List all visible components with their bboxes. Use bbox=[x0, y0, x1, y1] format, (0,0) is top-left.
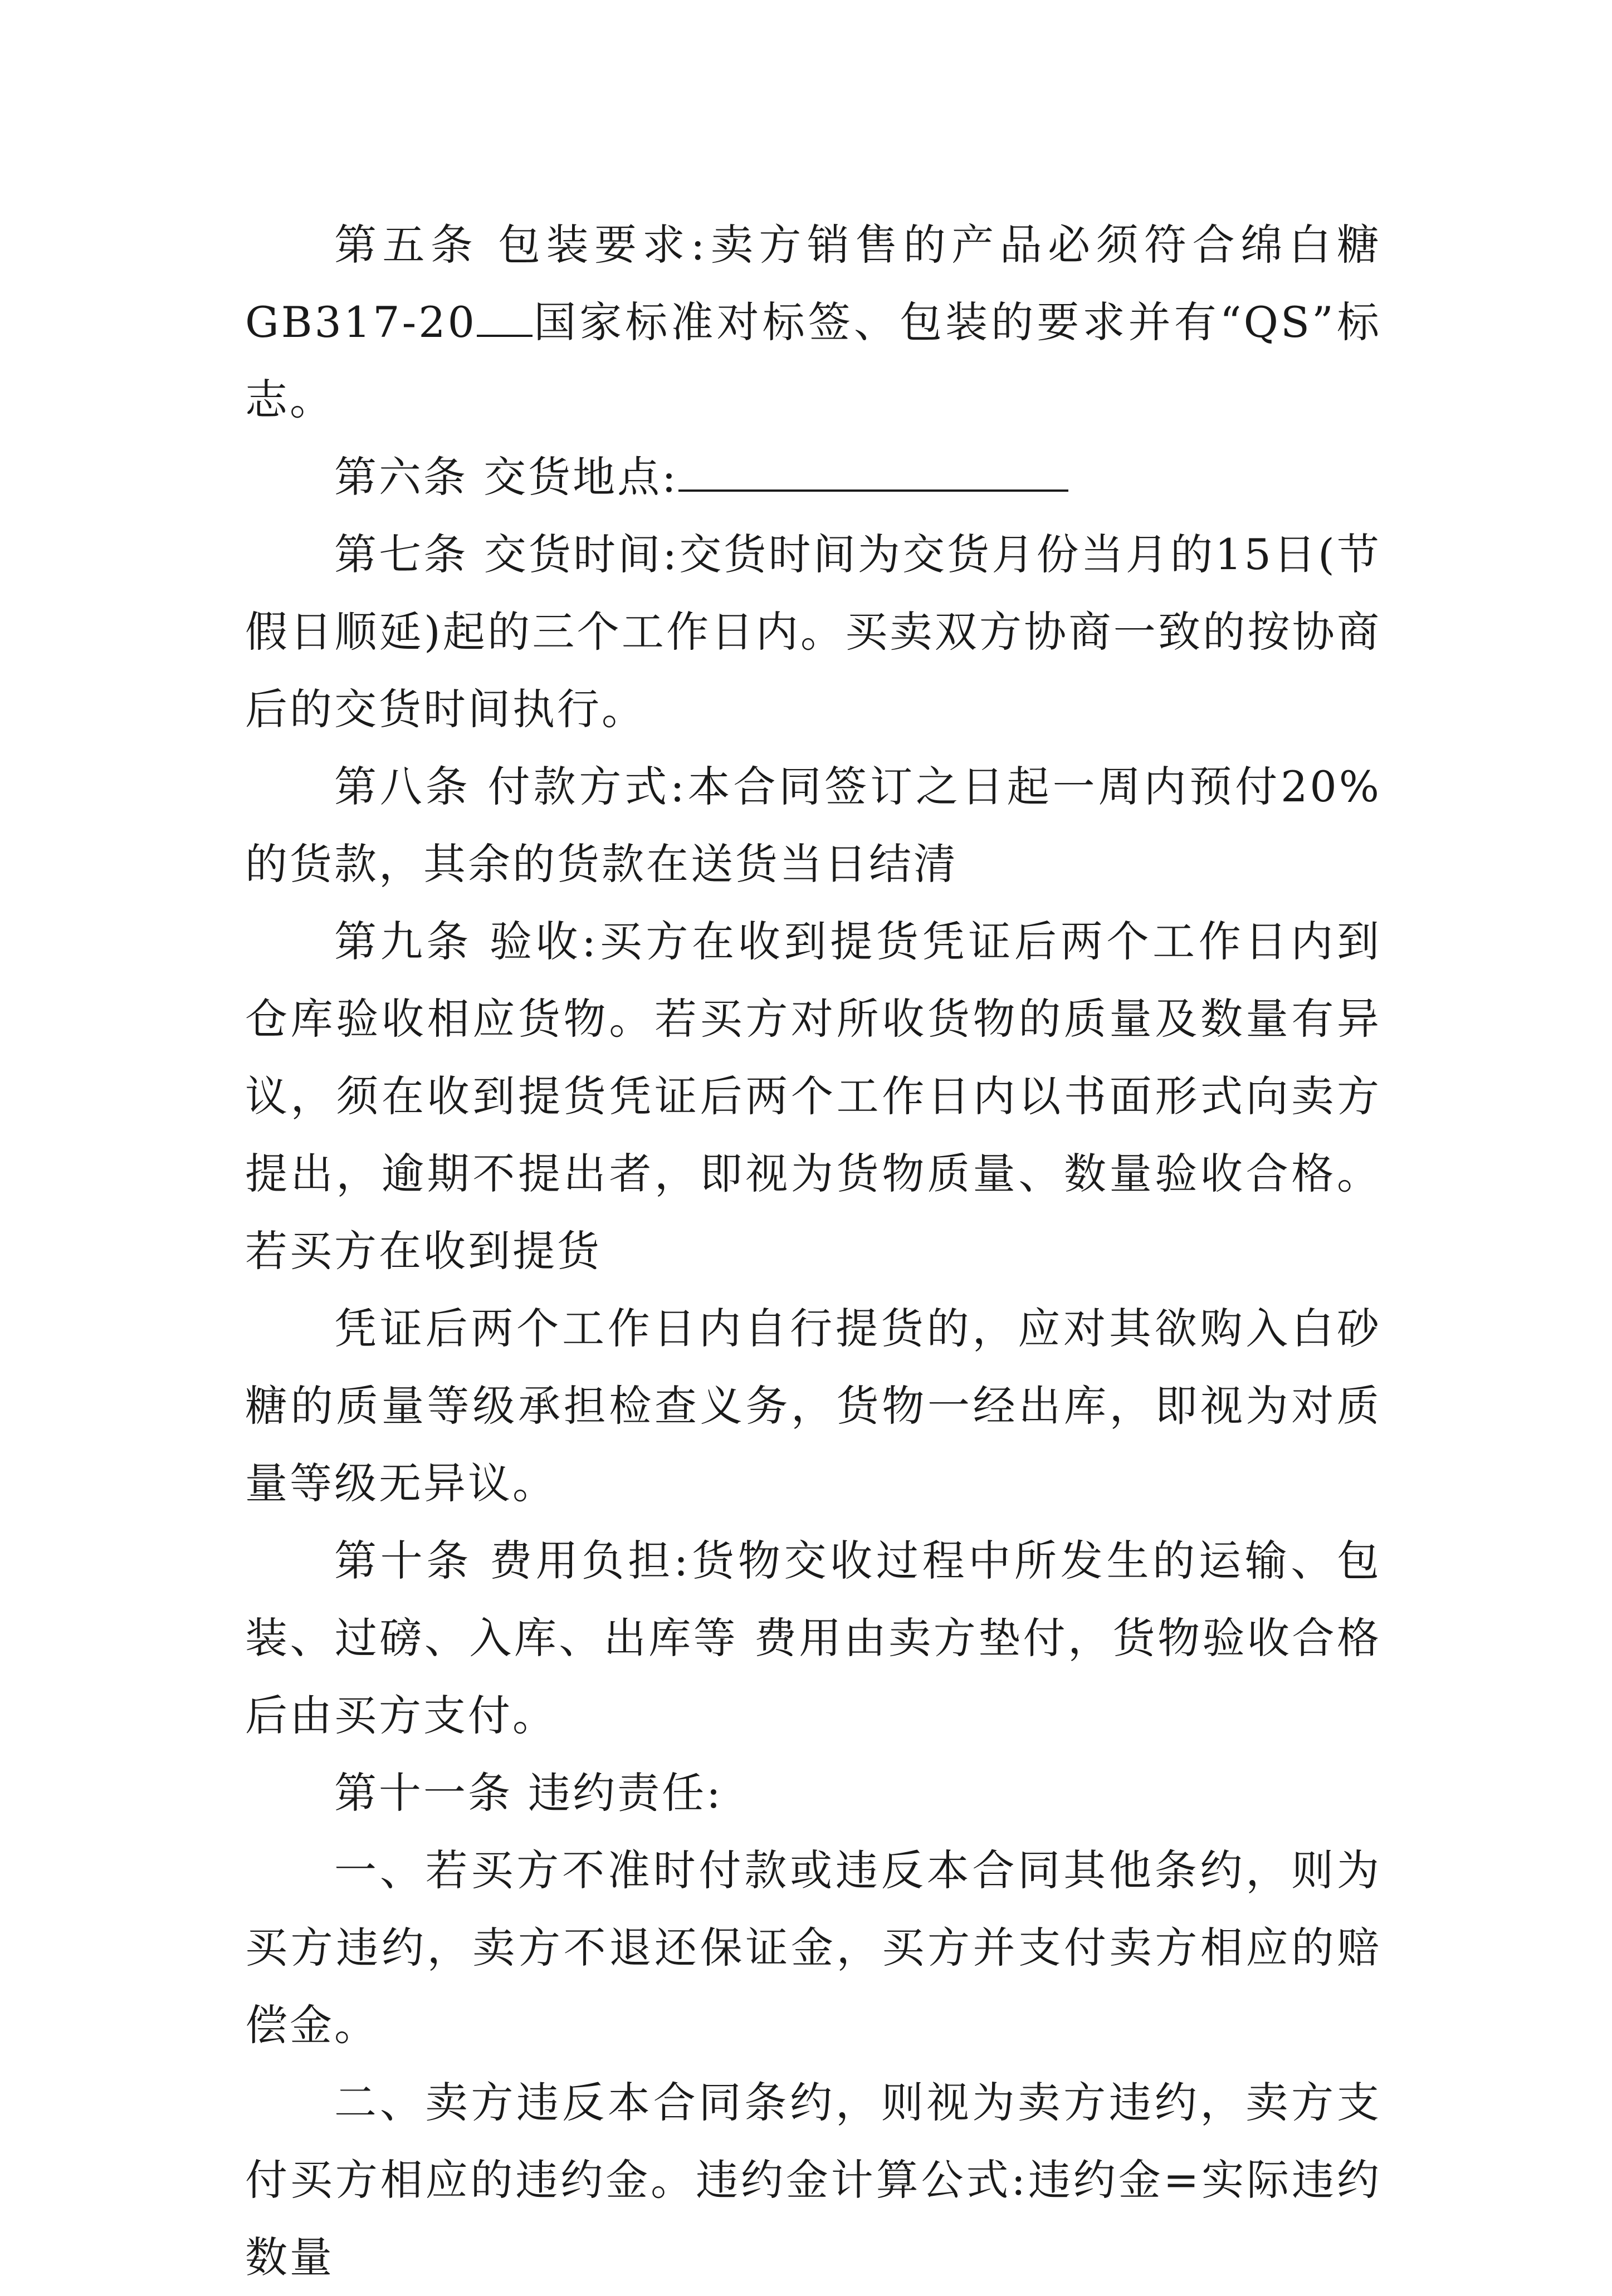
clause-11-item-1: 一、若买方不准时付款或违反本合同其他条约，则为买方违约，卖方不退还保证金，买方并支付卖方相应的赔偿金。 bbox=[245, 1845, 1381, 2050]
blank-underline-delivery-location bbox=[678, 451, 1068, 492]
blank-underline-standard-year bbox=[477, 296, 533, 337]
clause-9-continued: 凭证后两个工作日内自行提货的，应对其欲购入白砂糖的质量等级承担检查义务，货物一经出库，即视为对质量等级无异议。 bbox=[245, 1304, 1381, 1508]
clause-6-text: 第六条 交货地点: bbox=[334, 452, 678, 502]
clause-5-tail: 国家标准对标签、包装的要求并有“QS”标志。 bbox=[245, 297, 1381, 424]
clause-5-packaging bbox=[245, 206, 1381, 438]
clause-5-text: 第五条 包装要求:卖方销售的产品必须符合绵白糖GB317-20 bbox=[245, 220, 1381, 347]
clause-9-acceptance: 第九条 验收:买方在收到提货凭证后两个工作日内到仓库验收相应货物。若买方对所收货物的质量及数量有异议，须在收到提货凭证后两个工作日内以书面形式向卖方提出，逾期不提出者，即视为货物质量、数量验收合格。若买方在收到提货 bbox=[245, 917, 1381, 1276]
contract-body bbox=[245, 206, 1381, 2296]
clause-8-payment: 第八条 付款方式:本合同签订之日起一周内预付20%的货款，其余的货款在送货当日结清 bbox=[245, 762, 1381, 889]
clause-10-costs: 第十条 费用负担:货物交收过程中所发生的运输、包装、过磅、入库、出库等 费用由卖方垫付，货物验收合格后由买方支付。 bbox=[245, 1536, 1381, 1740]
clause-6-delivery-location bbox=[245, 438, 1381, 516]
clause-11-liability-heading: 第十一条 违约责任: bbox=[334, 1768, 723, 1818]
clause-11-item-2: 二、卖方违反本合同条约，则视为卖方违约，卖方支付买方相应的违约金。违约金计算公式:违约金=实际违约数量 bbox=[245, 2078, 1381, 2282]
clause-7-delivery-time: 第七条 交货时间:交货时间为交货月份当月的15日(节假日顺延)起的三个工作日内。买卖双方协商一致的按协商后的交货时间执行。 bbox=[245, 530, 1381, 734]
